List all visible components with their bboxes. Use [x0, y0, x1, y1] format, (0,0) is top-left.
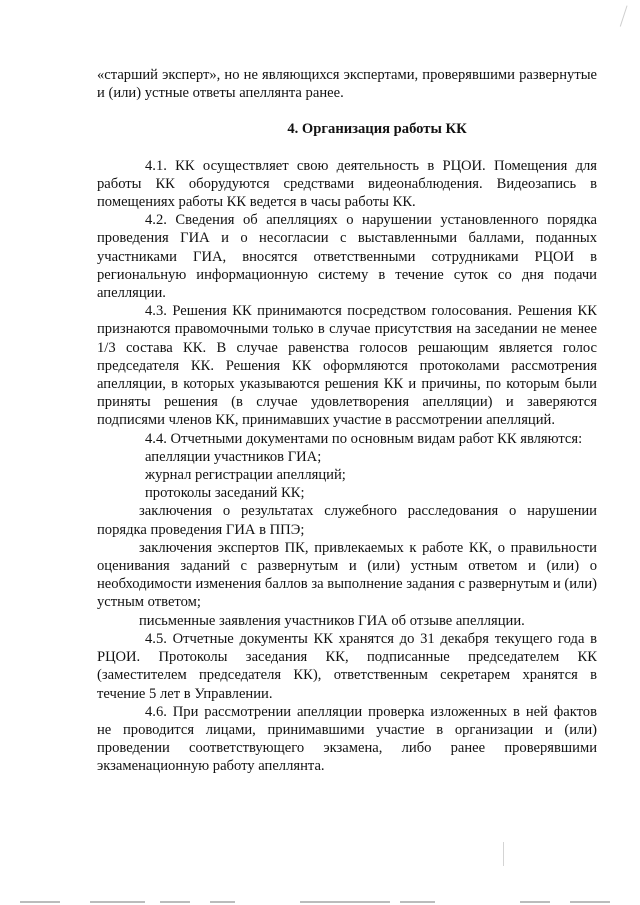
lead-paragraph: «старший эксперт», но не являющихся экспертами, проверявшими развернутые и (или) устные ответы апеллянта ранее.: [97, 67, 597, 102]
document-body: [97, 66, 597, 776]
scan-fold-line: [503, 842, 504, 866]
paragraph-4-3: 4.3. Решения КК принимаются посредством голосования. Решения КК признаются правомочными только в случае присутствия на заседании не менее 1/3 состава КК. В случае равенства голосов решающим является голос председателя КК. Решения КК оформляются протоколами рассмотрения апелляции, в которых указываются решения КК и причины, по которым были приняты решения (в случае удовлетворения апелляции) и заверяются подписями членов КК, принимавших участие в рассмотрении апелляций.: [97, 303, 597, 429]
list-item-journal: журнал регистрации апелляций;: [145, 467, 346, 484]
list-item-expert-conclusions: заключения экспертов ПК, привлекаемых к работе КК, о правильности оценивания заданий с развернутым и (или) устным ответом и (или) о необходимости изменения баллов за выполнение задания с развернутым и (или) устным ответом;: [97, 539, 597, 611]
list-item-appeals: апелляции участников ГИА;: [145, 448, 322, 465]
section-heading: 4. Организация работы КК: [287, 121, 467, 138]
paragraph-4-4: 4.4. Отчетными документами по основным видам работ КК являются:: [145, 430, 583, 447]
paragraph-4-1: 4.1. КК осуществляет свою деятельность в РЦОИ. Помещения для работы КК оборудуются средствами видеонаблюдения. Видеозапись в помещениях работы КК ведется в часы работы КК.: [97, 157, 597, 211]
list-item-investigation: заключения о результатах служебного расследования о нарушении порядка проведения ГИА в ППЭ;: [97, 503, 597, 538]
paragraph-4-6: 4.6. При рассмотрении апелляции проверка изложенных в ней фактов не проводится лицами, принимавшими участие в организации и (или) проведении соответствующего экзамена, либо ранее проверявшими экзаменационную работу апеллянта.: [97, 703, 597, 775]
scan-bottom-edge: [0, 897, 640, 905]
list-item-protocols: протоколы заседаний КК;: [145, 485, 305, 502]
paragraph-4-5: 4.5. Отчетные документы КК хранятся до 31 декабря текущего года в РЦОИ. Протоколы заседания КК, подписанные председателем КК (заместителем председателя КК), ответственным секретарем хранятся в течение 5 лет в Управлении.: [97, 630, 597, 702]
scan-corner-mark: [620, 5, 633, 28]
paragraph-4-2: 4.2. Сведения об апелляциях о нарушении установленного порядка проведения ГИА и о несогласии с выставленными баллами, поданных участниками ГИА, вносятся ответственными сотрудниками РЦОИ в региональную информационную систему в течение суток со дня подачи апелляции.: [97, 212, 597, 302]
list-item-withdrawal: письменные заявления участников ГИА об отзыве апелляции.: [139, 612, 525, 629]
